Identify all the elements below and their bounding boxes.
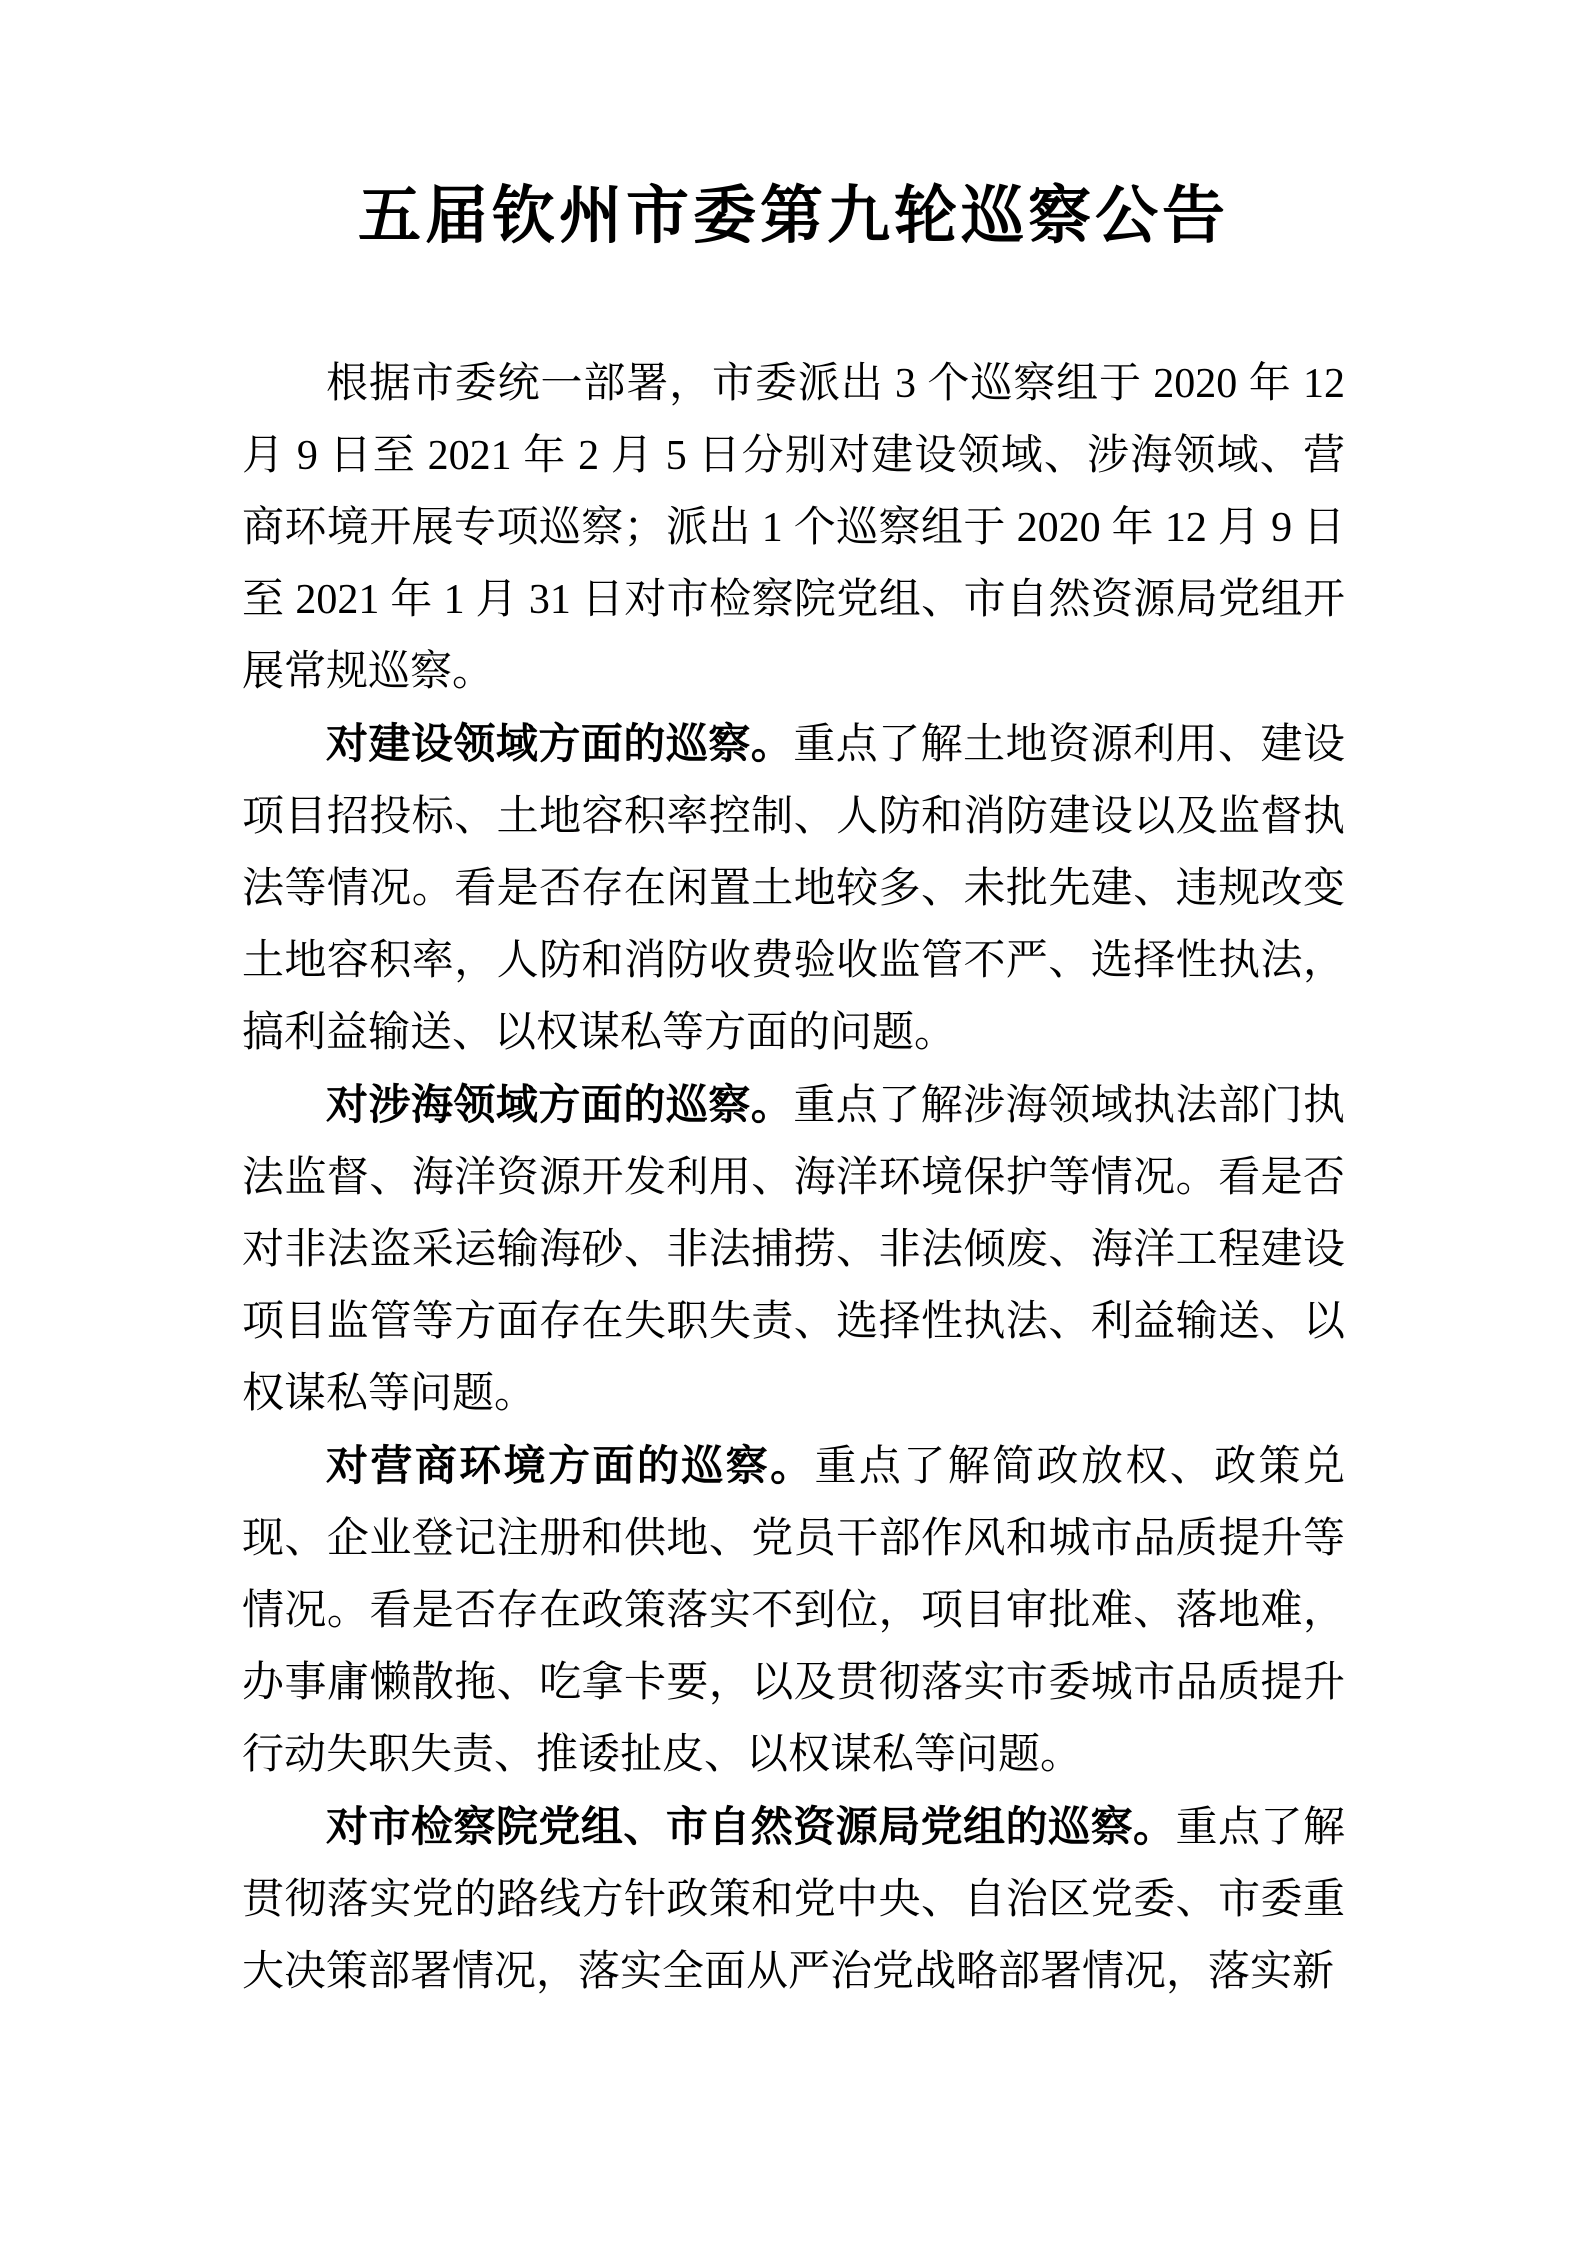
paragraph-3 — [242, 1069, 1345, 1430]
paragraph-4-text: 重点了解简政放权、政策兑现、企业登记注册和供地、党员干部作风和城市品质提升等情况。看是否存在政策落实不到位，项目审批难、落地难，办事庸懒散拖、吃拿卡要，以及贯彻落实市委城市品质提升行动失职失责、推诿扯皮、以权谋私等问题。 — [242, 1444, 1345, 1778]
paragraph-1 — [242, 347, 1345, 708]
paragraph-3-lead: 对涉海领域方面的巡察。 — [326, 1081, 794, 1128]
paragraph-5 — [242, 1791, 1345, 2008]
paragraph-4 — [242, 1430, 1345, 1791]
paragraph-1-text: 根据市委统一部署，市委派出 3 个巡察组于 2020 年 12 月 9 日至 2021 年 2 月 5 日分别对建设领域、涉海领域、营商环境开展专项巡察；派出 1 个巡察组于 2020 年 12 月 9 日至 2021 年 1 月 31 日对市检察院党组、市自然资源局党组开展常规巡察。 — [242, 361, 1345, 695]
paragraph-2 — [242, 708, 1345, 1069]
document-title: 五届钦州市委第九轮巡察公告 — [358, 181, 1229, 251]
paragraph-4-lead: 对营商环境方面的巡察。 — [326, 1442, 815, 1489]
document-body — [242, 347, 1345, 2008]
paragraph-3-text: 重点了解涉海领域执法部门执法监督、海洋资源开发利用、海洋环境保护等情况。看是否对非法盗采运输海砂、非法捕捞、非法倾废、海洋工程建设项目监管等方面存在失职失责、选择性执法、利益输送、以权谋私等问题。 — [242, 1083, 1345, 1417]
paragraph-2-lead: 对建设领域方面的巡察。 — [326, 720, 794, 767]
paragraph-5-lead: 对市检察院党组、市自然资源局党组的巡察。 — [326, 1803, 1176, 1850]
paragraph-2-text: 重点了解土地资源利用、建设项目招投标、土地容积率控制、人防和消防建设以及监督执法等情况。看是否存在闲置土地较多、未批先建、违规改变土地容积率，人防和消防收费验收监管不严、选择性执法，搞利益输送、以权谋私等方面的问题。 — [242, 722, 1345, 1056]
paragraph-5-text: 重点了解贯彻落实党的路线方针政策和党中央、自治区党委、市委重大决策部署情况，落实全面从严治党战略部署情况，落实新 — [242, 1805, 1345, 1995]
